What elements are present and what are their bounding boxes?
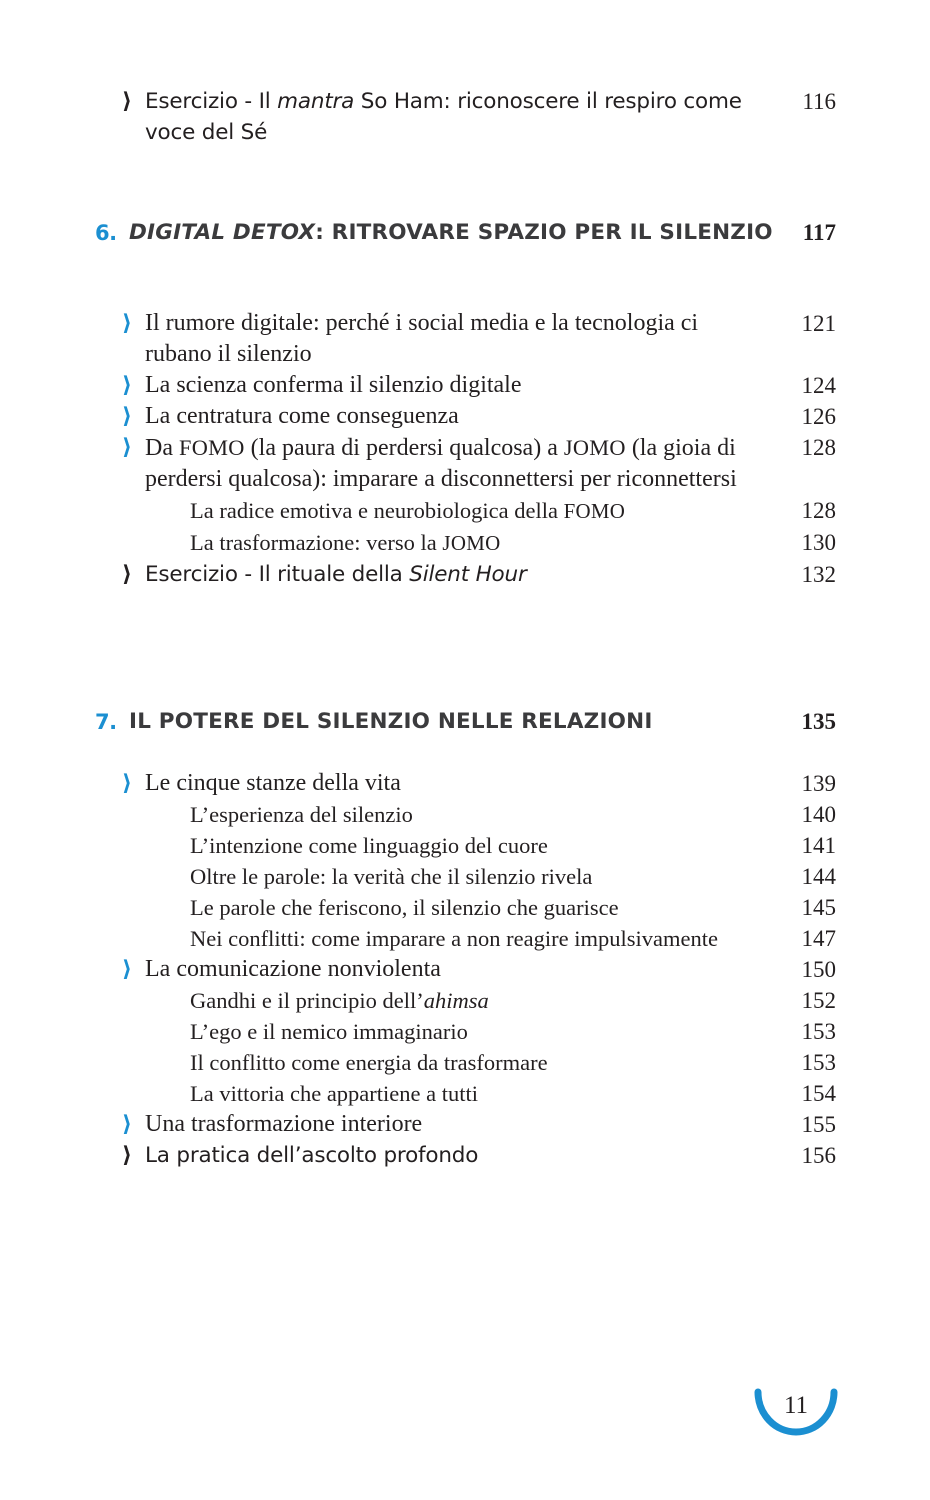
toc-entry-text-italic: mantra xyxy=(277,89,355,114)
toc-entry-label xyxy=(145,432,778,495)
toc-top-entry-group xyxy=(122,86,836,148)
chapter-heading-6[interactable] xyxy=(95,218,836,248)
toc-entry-page-number: 139 xyxy=(801,771,836,796)
toc-entry-page-number: 116 xyxy=(802,89,836,114)
toc-entry-page-number: 124 xyxy=(801,373,836,398)
toc-subentry-page-number: 145 xyxy=(801,895,836,920)
toc-entry-page-number: 155 xyxy=(801,1112,836,1137)
toc-entry-label xyxy=(145,559,778,590)
chapter-heading-7[interactable] xyxy=(95,707,836,737)
toc-subentry-label: L’ego e il nemico immaginario xyxy=(190,1019,468,1044)
toc-subentry-text-1: La radice emotiva e neurobiologica della xyxy=(190,498,564,523)
toc-subentry-page-number: 130 xyxy=(801,530,836,555)
toc-entry-esercizio-mantra[interactable] xyxy=(122,86,836,148)
toc-entry-comunicazione-nonviolenta[interactable] xyxy=(122,954,836,985)
chapter-7-entry-group xyxy=(122,768,836,1171)
chapter-number: 6. xyxy=(95,221,117,245)
toc-subentry-parole-feriscono[interactable] xyxy=(122,892,836,923)
chapter-title-italic: DIGITAL DETOX xyxy=(129,220,316,245)
toc-subentry-page-number: 128 xyxy=(801,498,836,523)
toc-entry-page-number: 126 xyxy=(801,404,836,429)
toc-entry-page-number: 156 xyxy=(801,1143,836,1168)
folio xyxy=(748,1386,844,1450)
toc-subentry-radice-emotiva[interactable] xyxy=(122,495,836,527)
toc-entry-page-number: 128 xyxy=(801,435,836,460)
toc-entry-esercizio-silent-hour[interactable] xyxy=(122,559,836,590)
toc-entry-cinque-stanze[interactable] xyxy=(122,768,836,799)
toc-subentry-ego-nemico[interactable] xyxy=(122,1016,836,1047)
folio-page-number: 11 xyxy=(783,1392,809,1419)
toc-subentry-page-number: 153 xyxy=(801,1019,836,1044)
toc-subentry-label xyxy=(190,985,778,1016)
chapter-title xyxy=(129,218,776,248)
toc-entry-text-pre: Esercizio - Il xyxy=(145,89,278,114)
toc-entry-text-italic: Silent Hour xyxy=(409,562,527,587)
toc-subentry-label: L’esperienza del silenzio xyxy=(190,802,413,827)
toc-subentry-trasformazione-jomo[interactable] xyxy=(122,527,836,559)
toc-entry-smallcaps-fomo: FOMO xyxy=(178,435,245,460)
toc-entry-text-1: Da xyxy=(145,435,179,461)
toc-subentry-intenzione-linguaggio[interactable] xyxy=(122,830,836,861)
right-parenthesis-bullet-icon: ⟩ xyxy=(122,771,133,796)
toc-subentry-label: Oltre le parole: la verità che il silenzio rivela xyxy=(190,864,593,889)
toc-entry-page-number: 150 xyxy=(801,957,836,982)
right-parenthesis-bullet-icon: ⟩ xyxy=(122,311,133,336)
toc-subentry-label: L’intenzione come linguaggio del cuore xyxy=(190,833,548,858)
toc-entry-trasformazione-interiore[interactable] xyxy=(122,1109,836,1140)
toc-subentry-gandhi-ahimsa[interactable] xyxy=(122,985,836,1016)
toc-entry-centratura[interactable] xyxy=(122,401,836,432)
toc-entry-ascolto-profondo[interactable] xyxy=(122,1140,836,1171)
toc-subentry-label: Il conflitto come energia da trasformare xyxy=(190,1050,548,1075)
toc-subentry-label: Le parole che feriscono, il silenzio che guarisce xyxy=(190,895,619,920)
toc-entry-page-number: 132 xyxy=(801,562,836,587)
toc-subentry-conflitto-energia[interactable] xyxy=(122,1047,836,1078)
toc-subentry-esperienza-silenzio[interactable] xyxy=(122,799,836,830)
chapter-title-rest: : RITROVARE SPAZIO PER IL SILENZIO xyxy=(315,220,773,245)
right-parenthesis-bullet-icon: ⟩ xyxy=(122,1112,133,1137)
toc-entry-scienza-conferma[interactable] xyxy=(122,370,836,401)
toc-entry-rumore-digitale[interactable] xyxy=(122,308,836,370)
toc-subentry-page-number: 154 xyxy=(801,1081,836,1106)
toc-subentry-page-number: 147 xyxy=(801,926,836,951)
toc-subentry-label xyxy=(190,495,778,527)
right-parenthesis-bullet-icon: ⟩ xyxy=(122,957,133,982)
toc-entry-text-post: So Ham: riconoscere il respiro come voce del Sé xyxy=(145,89,742,145)
toc-entry-smallcaps-jomo: JOMO xyxy=(563,435,626,460)
toc-subentry-smallcaps-jomo: JOMO xyxy=(442,531,501,555)
toc-subentry-smallcaps-fomo: FOMO xyxy=(563,499,626,523)
toc-entry-text-2: (la paura di perdersi qualcosa) a xyxy=(244,435,564,461)
toc-subentry-page-number: 144 xyxy=(801,864,836,889)
toc-entry-label: La comunicazione nonviolenta xyxy=(145,956,441,982)
toc-entry-label: Una trasformazione interiore xyxy=(145,1111,423,1137)
chapter-page-number: 117 xyxy=(802,220,836,245)
toc-entry-fomo-jomo[interactable] xyxy=(122,432,836,495)
toc-entry-label: La scienza conferma il silenzio digitale xyxy=(145,372,522,398)
toc-entry-text-3: (la gioia di perdersi qualcosa): imparare a disconnettersi per riconnettersi xyxy=(145,435,737,492)
toc-subentry-text-pre: Gandhi e il principio dell’ xyxy=(190,988,424,1013)
chapter-6-entry-group xyxy=(122,308,836,590)
right-parenthesis-bullet-icon: ⟩ xyxy=(122,562,133,587)
toc-subentry-label: La vittoria che appartiene a tutti xyxy=(190,1081,478,1106)
toc-entry-text-pre: Esercizio - Il rituale della xyxy=(145,562,410,587)
chapter-title: IL POTERE DEL SILENZIO NELLE RELAZIONI xyxy=(129,709,653,734)
toc-entry-label: Il rumore digitale: perché i social media e la tecnologia ci rubano il silenzio xyxy=(145,310,699,367)
toc-subentry-label: Nei conflitti: come imparare a non reagire impulsivamente xyxy=(190,926,718,951)
toc-subentry-label xyxy=(190,527,778,559)
toc-subentry-oltre-parole[interactable] xyxy=(122,861,836,892)
toc-subentry-text-italic: ahimsa xyxy=(423,988,489,1013)
toc-subentry-page-number: 140 xyxy=(801,802,836,827)
toc-subentry-text-1: La trasformazione: verso la xyxy=(190,530,443,555)
chapter-page-number: 135 xyxy=(801,709,836,734)
toc-entry-label: La centratura come conseguenza xyxy=(145,403,459,429)
right-parenthesis-bullet-icon: ⟩ xyxy=(122,404,133,429)
chapter-number: 7. xyxy=(95,710,117,734)
toc-subentry-nei-conflitti[interactable] xyxy=(122,923,836,954)
toc-entry-page-number: 121 xyxy=(801,311,836,336)
toc-entry-label: La pratica dell’ascolto profondo xyxy=(145,1143,479,1168)
toc-subentry-page-number: 153 xyxy=(801,1050,836,1075)
toc-subentry-page-number: 152 xyxy=(801,988,836,1013)
right-parenthesis-bullet-icon: ⟩ xyxy=(122,435,133,460)
toc-entry-label: Le cinque stanze della vita xyxy=(145,770,401,796)
toc-subentry-page-number: 141 xyxy=(801,833,836,858)
right-parenthesis-bullet-icon: ⟩ xyxy=(122,373,133,398)
right-parenthesis-bullet-icon: ⟩ xyxy=(122,1143,133,1168)
right-parenthesis-bullet-icon: ⟩ xyxy=(122,89,133,114)
toc-entry-label xyxy=(145,86,778,148)
toc-subentry-vittoria-tutti[interactable] xyxy=(122,1078,836,1109)
